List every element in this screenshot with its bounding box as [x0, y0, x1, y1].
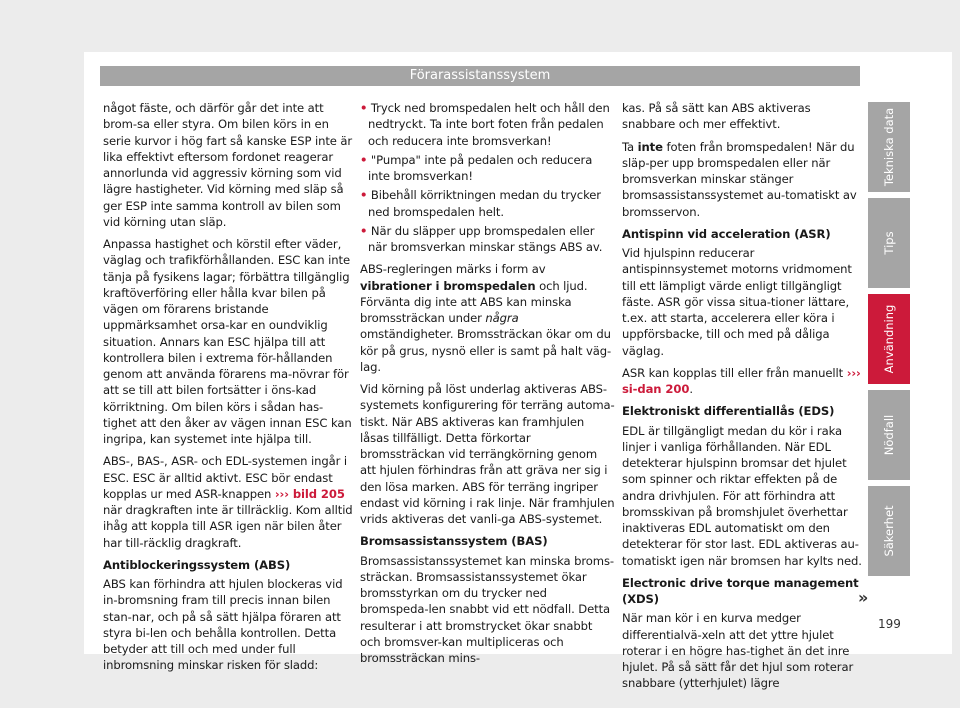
paragraph: När man kör i en kurva medger differentialvä-xeln att det yttre hjulet roterar i en högre has-tighet än det inre hjulet. På så sätt får det hjul som roterar snabbare (ytterhjulet) lägre: [622, 611, 854, 691]
text-span: Ta: [622, 139, 638, 154]
bullet-icon: •: [360, 223, 368, 238]
continue-arrow-icon: »: [858, 588, 869, 607]
tab-label: Tekniska data: [882, 107, 896, 187]
paragraph: något fäste, och därför går det inte att brom-sa eller styra. Om bilen körs in en serie kurvor i hög fart så kanske ESP inte är lika effektivt eftersom fordonet reagerar annorlunda vid aggressiv körning som vid lägre hastigheter. Vid körning med släp så ger ESP inte samma kontroll av bilen som vid körning utan släp.: [103, 101, 353, 229]
text-column-2: [360, 100, 615, 672]
italic-text: några: [485, 311, 519, 325]
tab-label: Nödfall: [882, 414, 896, 456]
text-span: och ljud. Förvänta dig inte att ABS kan minska bromssträckan under: [360, 278, 588, 325]
text-span: när dragkraften inte är tillräcklig. Kom alltid ihåg att koppla till ASR igen när bilen åter har till-räcklig dragkraft.: [103, 503, 353, 550]
bullet-icon: •: [360, 152, 368, 167]
section-heading-asr: Antispinn vid acceleration (ASR): [622, 226, 831, 241]
page-reference-link[interactable]: ››› si-dan 200: [622, 365, 861, 396]
paragraph: Bromsassistanssystemet kan minska broms-sträckan. Bromsassistanssystemet ökar bromsstyrkan om du trycker ned bromspeda-len snabbt vid ett nödfall. Detta resulterar i att bromstrycket ökar snabbt och bromsver-kan multipliceras och bromssträckan mins-: [360, 553, 614, 665]
section-heading-xds: Electronic drive torque management (XDS): [622, 575, 859, 606]
bullet-item: [360, 187, 615, 220]
paragraph: Vid hjulspinn reducerar antispinnsystemet motorns vridmoment till ett lämpligt värde enligt tillgängligt fäste. ASR gör vissa situa-tioner lättare, t.ex. att starta, accelerera eller köra i uppförsbacke, till och med på dåliga väglag.: [622, 246, 852, 358]
page-number: 199: [878, 617, 901, 631]
bold-text: vibrationer i bromspedalen: [360, 278, 536, 293]
text-column-1: [103, 100, 353, 680]
bullet-text: När du släpper upp bromspedalen eller när bromsverkan minskar stängs ABS av.: [368, 223, 603, 254]
tab-nodfall[interactable]: [868, 390, 910, 480]
paragraph: [103, 453, 353, 551]
paragraph: kas. På så sätt kan ABS aktiveras snabbare och mer effektivt.: [622, 101, 811, 132]
paragraph: Anpassa hastighet och körstil efter väder, väglag och trafikförhållanden. ESC kan inte tänja på fysikens lagar; förbättra tillgänglig kraftöverföring eller hålla kvar bilen på vägen om förarens bristande uppmärksamhet orsa-kar en oundviklig situation. Annars kan ESC hjälpa till att kontrollera bilen i extrema för-hållanden genom att använda förarens ma-növrar för att se till att bilen fortsätter i öns-kad körriktning. Om bilen körs i sådan has-tighet att den åker av vägen innan ESC kan ingripa, kan systemet inte hjälpa till.: [103, 237, 352, 446]
bullet-item: [360, 152, 615, 185]
bullet-icon: •: [360, 101, 368, 115]
text-span: foten från bromspedalen! När du släp-per upp bromspedalen eller när bromsverkan minskar stänger bromsassistanssystemet au-tomatiskt av bromsservon.: [622, 139, 857, 219]
text-span: ASR kan kopplas till eller från manuellt: [622, 365, 847, 380]
tab-tekniska-data[interactable]: [868, 102, 910, 192]
tab-tips[interactable]: [868, 198, 910, 288]
paragraph: ABS kan förhindra att hjulen blockeras vid in-bromsning fram till precis innan bilen stan-nar, och på så sätt hjälpa föraren att styra bi-len och behålla kontrollen. Detta betyder att till och med under full inbromsning minskar risken för sladd:: [103, 577, 343, 673]
section-heading-abs: Antiblockeringssystem (ABS): [103, 557, 291, 572]
section-heading-eds: Elektroniskt differentiallås (EDS): [622, 404, 835, 419]
paragraph: [360, 261, 615, 375]
text-span: ABS-regleringen märks i form av: [360, 262, 546, 277]
tab-label: Tips: [882, 231, 896, 255]
text-span: ABS-, BAS-, ASR- och EDL-systemen ingår i ESC. ESC är alltid aktivt. ESC bör endast kopplas ur med ASR-knappen: [103, 454, 348, 501]
page-header: [100, 66, 860, 86]
tab-label: Användning: [882, 304, 896, 374]
bullet-text: Tryck ned bromspedalen helt och håll den nedtryckt. Ta inte bort foten från pedalen och reducera inte bromsverkan!: [368, 101, 610, 148]
text-span: omständigheter. Bromssträckan ökar om du kör på grus, nysnö eller is samt på halt väg-lag.: [360, 327, 612, 374]
tab-anvandning[interactable]: [868, 294, 910, 384]
section-heading-bas: Bromsassistanssystem (BAS): [360, 534, 548, 549]
bullet-item: [360, 100, 615, 149]
bullet-item: [360, 223, 615, 256]
text-column-3: [622, 100, 862, 698]
paragraph: EDL är tillgängligt medan du kör i raka linjer i vanliga förhållanden. När EDL detekterar hjulspinn bromsar det hjulet som spinner och riktar effekten på de andra drivhjulen. För att förhindra att bromsskivan på bromshjulet överhettar inaktiveras EDL automatiskt om den detekterar för stor last. EDL aktiveras au-tomatiskt igen när bromsen har kylts ned.: [622, 423, 862, 568]
tab-sakerhet[interactable]: [868, 486, 910, 576]
text-span: .: [689, 382, 693, 396]
bold-text: inte: [637, 139, 663, 154]
tab-label: Säkerhet: [882, 505, 896, 557]
bullet-text: "Pumpa" inte på pedalen och reducera inte bromsverkan!: [368, 152, 593, 183]
header-title: Förarassistanssystem: [409, 68, 551, 83]
paragraph: [622, 139, 862, 220]
bullet-icon: •: [360, 188, 368, 203]
paragraph: Vid körning på löst underlag aktiveras ABS-systemets konfigurering för terräng automa-tiskt. När ABS aktiveras kan framhjulen låsas tillfälligt. Detta förkortar bromssträckan vid terrängkörning genom att hjulen förhindras från att gräva ner sig i den lösa marken. ABS för terräng ingriper endast vid körning i rak linje. När framhjulen vrids aktiveras det vanli-ga ABS-systemet.: [360, 382, 615, 526]
figure-reference-link[interactable]: ››› bild 205: [274, 486, 345, 501]
bullet-text: Bibehåll körriktningen medan du trycker ned bromspedalen helt.: [368, 188, 601, 219]
paragraph: [622, 365, 862, 398]
